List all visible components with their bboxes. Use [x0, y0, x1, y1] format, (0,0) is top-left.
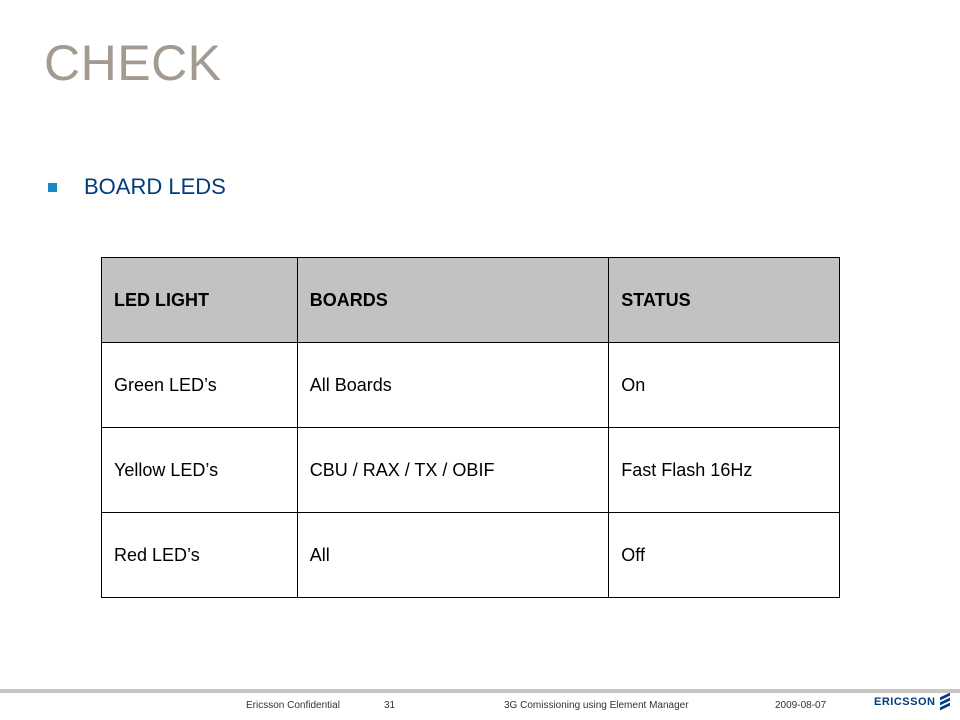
cell-led-light: Yellow LED’s: [102, 428, 298, 513]
bullet-text: BOARD LEDS: [84, 174, 226, 199]
cell-status: Off: [609, 513, 840, 598]
cell-led-light: Green LED’s: [102, 343, 298, 428]
ericsson-logo: [874, 695, 950, 708]
table-header-row: [102, 258, 840, 343]
bullet-item: [48, 174, 226, 200]
slide-title: CHECK: [44, 35, 222, 91]
footer-divider: [0, 689, 960, 693]
cell-led-light: Red LED’s: [102, 513, 298, 598]
cell-boards: CBU / RAX / TX / OBIF: [297, 428, 609, 513]
table-row: [102, 428, 840, 513]
table-row: [102, 513, 840, 598]
cell-boards: All: [297, 513, 609, 598]
cell-status: On: [609, 343, 840, 428]
table-row: [102, 343, 840, 428]
logo-text: ERICSSON: [874, 695, 936, 708]
footer-presentation-title: 3G Comissioning using Element Manager: [504, 700, 689, 711]
footer-confidential: Ericsson Confidential: [246, 700, 340, 711]
header-boards: BOARDS: [297, 258, 609, 343]
footer-date: 2009-08-07: [775, 700, 827, 711]
cell-boards: All Boards: [297, 343, 609, 428]
header-led-light: LED LIGHT: [102, 258, 298, 343]
led-status-table: [101, 257, 840, 598]
header-status: STATUS: [609, 258, 840, 343]
cell-status: Fast Flash 16Hz: [609, 428, 840, 513]
footer-page-number: 31: [384, 700, 396, 711]
ericsson-mark-icon: [940, 695, 950, 708]
bullet-square-icon: [48, 183, 57, 192]
